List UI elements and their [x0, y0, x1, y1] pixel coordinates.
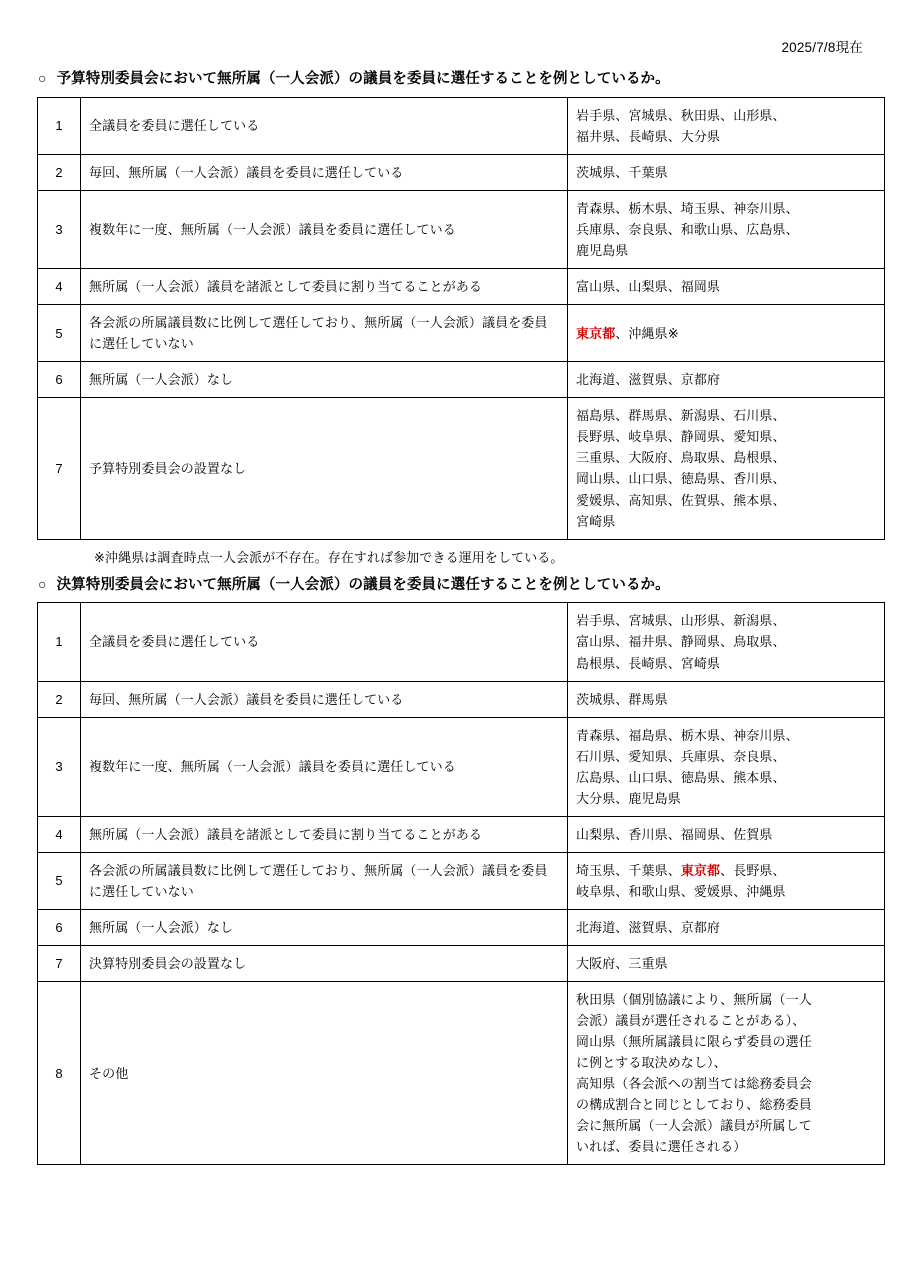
row-number: 1 [38, 97, 81, 154]
row-description: 各会派の所属議員数に比例して選任しており、無所属（一人会派）議員を委員に選任していない [81, 305, 568, 362]
prefecture-line [576, 405, 876, 426]
prefecture-text: 岩手県、宮城県、山形県、新潟県、 [576, 613, 786, 629]
prefecture-line [576, 1115, 876, 1136]
table-row [38, 398, 885, 539]
row-prefectures [568, 603, 885, 681]
prefecture-text: 青森県、栃木県、埼玉県、神奈川県、 [576, 200, 799, 216]
table-row [38, 97, 885, 154]
prefecture-line [576, 917, 876, 938]
prefecture-line [576, 746, 876, 767]
prefecture-text: 、沖縄県※ [615, 325, 679, 341]
prefecture-text: 北海道、滋賀県、京都府 [576, 919, 721, 935]
prefecture-line [576, 1010, 876, 1031]
budget-committee-table [37, 97, 885, 540]
prefecture-line [576, 860, 876, 881]
row-prefectures [568, 97, 885, 154]
row-description: 無所属（一人会派）なし [81, 362, 568, 398]
row-number: 3 [38, 717, 81, 816]
prefecture-text: 会に無所属（一人会派）議員が所属して [576, 1118, 812, 1134]
table-row [38, 154, 885, 190]
prefecture-text: 愛媛県、高知県、佐賀県、熊本県、 [576, 492, 786, 508]
prefecture-line [576, 725, 876, 746]
highlighted-prefecture: 東京都 [576, 325, 616, 341]
row-number: 7 [38, 946, 81, 982]
row-prefectures [568, 816, 885, 852]
prefecture-text: 三重県、大阪府、鳥取県、島根県、 [576, 450, 786, 466]
row-description: 決算特別委員会の設置なし [81, 946, 568, 982]
row-prefectures [568, 852, 885, 909]
row-prefectures [568, 305, 885, 362]
prefecture-line [576, 653, 876, 674]
prefecture-line [576, 1031, 876, 1052]
row-prefectures [568, 398, 885, 539]
prefecture-line [576, 468, 876, 489]
table-row [38, 717, 885, 816]
prefecture-text: 鹿児島県 [576, 243, 629, 259]
prefecture-text: 、長野県、 [720, 862, 786, 878]
table-row [38, 305, 885, 362]
prefecture-text: 北海道、滋賀県、京都府 [576, 372, 721, 388]
row-prefectures [568, 909, 885, 945]
row-description: その他 [81, 982, 568, 1165]
row-number: 7 [38, 398, 81, 539]
prefecture-line [576, 989, 876, 1010]
prefecture-text: 富山県、福井県、静岡県、鳥取県、 [576, 634, 786, 650]
prefecture-line [576, 369, 876, 390]
row-number: 8 [38, 982, 81, 1165]
prefecture-text: 福井県、長崎県、大分県 [576, 128, 721, 144]
prefecture-text: 岡山県、山口県、徳島県、香川県、 [576, 471, 786, 487]
budget-table-body [38, 97, 885, 539]
prefecture-line [576, 426, 876, 447]
row-description: 無所属（一人会派）なし [81, 909, 568, 945]
prefecture-text: 岩手県、宮城県、秋田県、山形県、 [576, 107, 786, 123]
prefecture-line [576, 511, 876, 532]
bullet-icon: ○ [38, 575, 47, 592]
prefecture-text: 広島県、山口県、徳島県、熊本県、 [576, 769, 786, 785]
settlement-committee-table [37, 602, 885, 1165]
prefecture-text: 埼玉県、千葉県、 [576, 862, 681, 878]
prefecture-line [576, 631, 876, 652]
row-description: 各会派の所属議員数に比例して選任しており、無所属（一人会派）議員を委員に選任していない [81, 852, 568, 909]
prefecture-text: 茨城県、群馬県 [576, 691, 668, 707]
prefecture-line [576, 689, 876, 710]
prefecture-text: 宮崎県 [576, 513, 616, 529]
prefecture-line [576, 198, 876, 219]
row-description: 無所属（一人会派）議員を諸派として委員に割り当てることがある [81, 269, 568, 305]
row-description: 予算特別委員会の設置なし [81, 398, 568, 539]
bullet-icon: ○ [38, 70, 47, 86]
prefecture-text: 兵庫県、奈良県、和歌山県、広島県、 [576, 222, 799, 238]
row-number: 2 [38, 681, 81, 717]
row-prefectures [568, 717, 885, 816]
prefecture-text: 石川県、愛知県、兵庫県、奈良県、 [576, 748, 786, 764]
row-number: 4 [38, 269, 81, 305]
row-prefectures [568, 269, 885, 305]
row-description: 複数年に一度、無所属（一人会派）議員を委員に選任している [81, 717, 568, 816]
table-row [38, 681, 885, 717]
prefecture-line [576, 447, 876, 468]
prefecture-text: 岡山県（無所属議員に限らず委員の選任 [576, 1034, 812, 1050]
row-number: 3 [38, 190, 81, 268]
prefecture-line [576, 105, 876, 126]
table-row [38, 852, 885, 909]
row-number: 4 [38, 816, 81, 852]
row-description: 毎回、無所属（一人会派）議員を委員に選任している [81, 154, 568, 190]
prefecture-text: 青森県、福島県、栃木県、神奈川県、 [576, 727, 799, 743]
table-row [38, 190, 885, 268]
section-heading-settlement [38, 576, 869, 595]
prefecture-text: 秋田県（個別協議により、無所属（一人 [576, 992, 812, 1008]
prefecture-text: に例とする取決めなし）、 [576, 1055, 727, 1071]
row-number: 5 [38, 305, 81, 362]
prefecture-text: いれば、委員に選任される） [576, 1139, 747, 1155]
prefecture-text: 島根県、長崎県、宮崎県 [576, 655, 721, 671]
prefecture-text: 富山県、山梨県、福岡県 [576, 279, 721, 295]
prefecture-text: 会派）議員が選任されることがある）、 [576, 1013, 806, 1029]
row-prefectures [568, 946, 885, 982]
prefecture-line [576, 1073, 876, 1094]
footnote-okinawa: ※沖縄県は調査時点一人会派が不存在。存在すれば参加できる運用をしている。 [94, 549, 564, 565]
prefecture-line [576, 240, 876, 261]
prefecture-text: 長野県、岐阜県、静岡県、愛知県、 [576, 429, 786, 445]
section-heading-budget [38, 70, 869, 89]
prefecture-line [576, 788, 876, 809]
prefecture-text: の構成割合と同じとしており、総務委員 [576, 1097, 812, 1113]
table-row [38, 362, 885, 398]
table-row [38, 946, 885, 982]
row-number: 6 [38, 362, 81, 398]
prefecture-line [576, 323, 876, 344]
prefecture-text: 大阪府、三重県 [576, 956, 668, 971]
prefecture-line [576, 490, 876, 511]
row-number: 2 [38, 154, 81, 190]
prefecture-text: 岐阜県、和歌山県、愛媛県、沖縄県 [576, 883, 786, 899]
row-prefectures [568, 190, 885, 268]
prefecture-line [576, 1052, 876, 1073]
prefecture-text: 茨城県、千葉県 [576, 164, 668, 180]
settlement-table-body [38, 603, 885, 1165]
row-number: 1 [38, 603, 81, 681]
prefecture-line [576, 824, 876, 845]
row-prefectures [568, 681, 885, 717]
prefecture-line [576, 610, 876, 631]
prefecture-line [576, 953, 876, 974]
row-description: 全議員を委員に選任している [81, 603, 568, 681]
row-description: 無所属（一人会派）議員を諸派として委員に割り当てることがある [81, 816, 568, 852]
table-row [38, 269, 885, 305]
prefecture-line [576, 276, 876, 297]
highlighted-prefecture: 東京都 [680, 862, 721, 878]
section-heading-text: 予算特別委員会において無所属（一人会派）の議員を委員に選任することを例としているか。 [56, 71, 670, 87]
row-prefectures [568, 362, 885, 398]
prefecture-line [576, 219, 876, 240]
prefecture-text: 大分県、鹿児島県 [576, 790, 681, 806]
row-description: 毎回、無所属（一人会派）議員を委員に選任している [81, 681, 568, 717]
row-description: 複数年に一度、無所属（一人会派）議員を委員に選任している [81, 190, 568, 268]
table-row [38, 982, 885, 1165]
prefecture-text: 山梨県、香川県、福岡県、佐賀県 [576, 826, 773, 842]
prefecture-text: 高知県（各会派への割当ては総務委員会 [576, 1076, 812, 1092]
prefecture-line [576, 162, 876, 183]
section-heading-text: 決算特別委員会において無所属（一人会派）の議員を委員に選任することを例としているか。 [56, 576, 670, 593]
prefecture-line [576, 881, 876, 902]
row-prefectures [568, 982, 885, 1165]
prefecture-line [576, 1136, 876, 1157]
prefecture-line [576, 1094, 876, 1115]
row-number: 5 [38, 852, 81, 909]
row-prefectures [568, 154, 885, 190]
prefecture-text: 福島県、群馬県、新潟県、石川県、 [576, 408, 786, 424]
prefecture-line [576, 126, 876, 147]
table-row [38, 603, 885, 681]
prefecture-line [576, 767, 876, 788]
table-row [38, 909, 885, 945]
row-description: 全議員を委員に選任している [81, 97, 568, 154]
date-stamp: 2025/7/8現在 [781, 40, 863, 55]
row-number: 6 [38, 909, 81, 945]
table-row [38, 816, 885, 852]
